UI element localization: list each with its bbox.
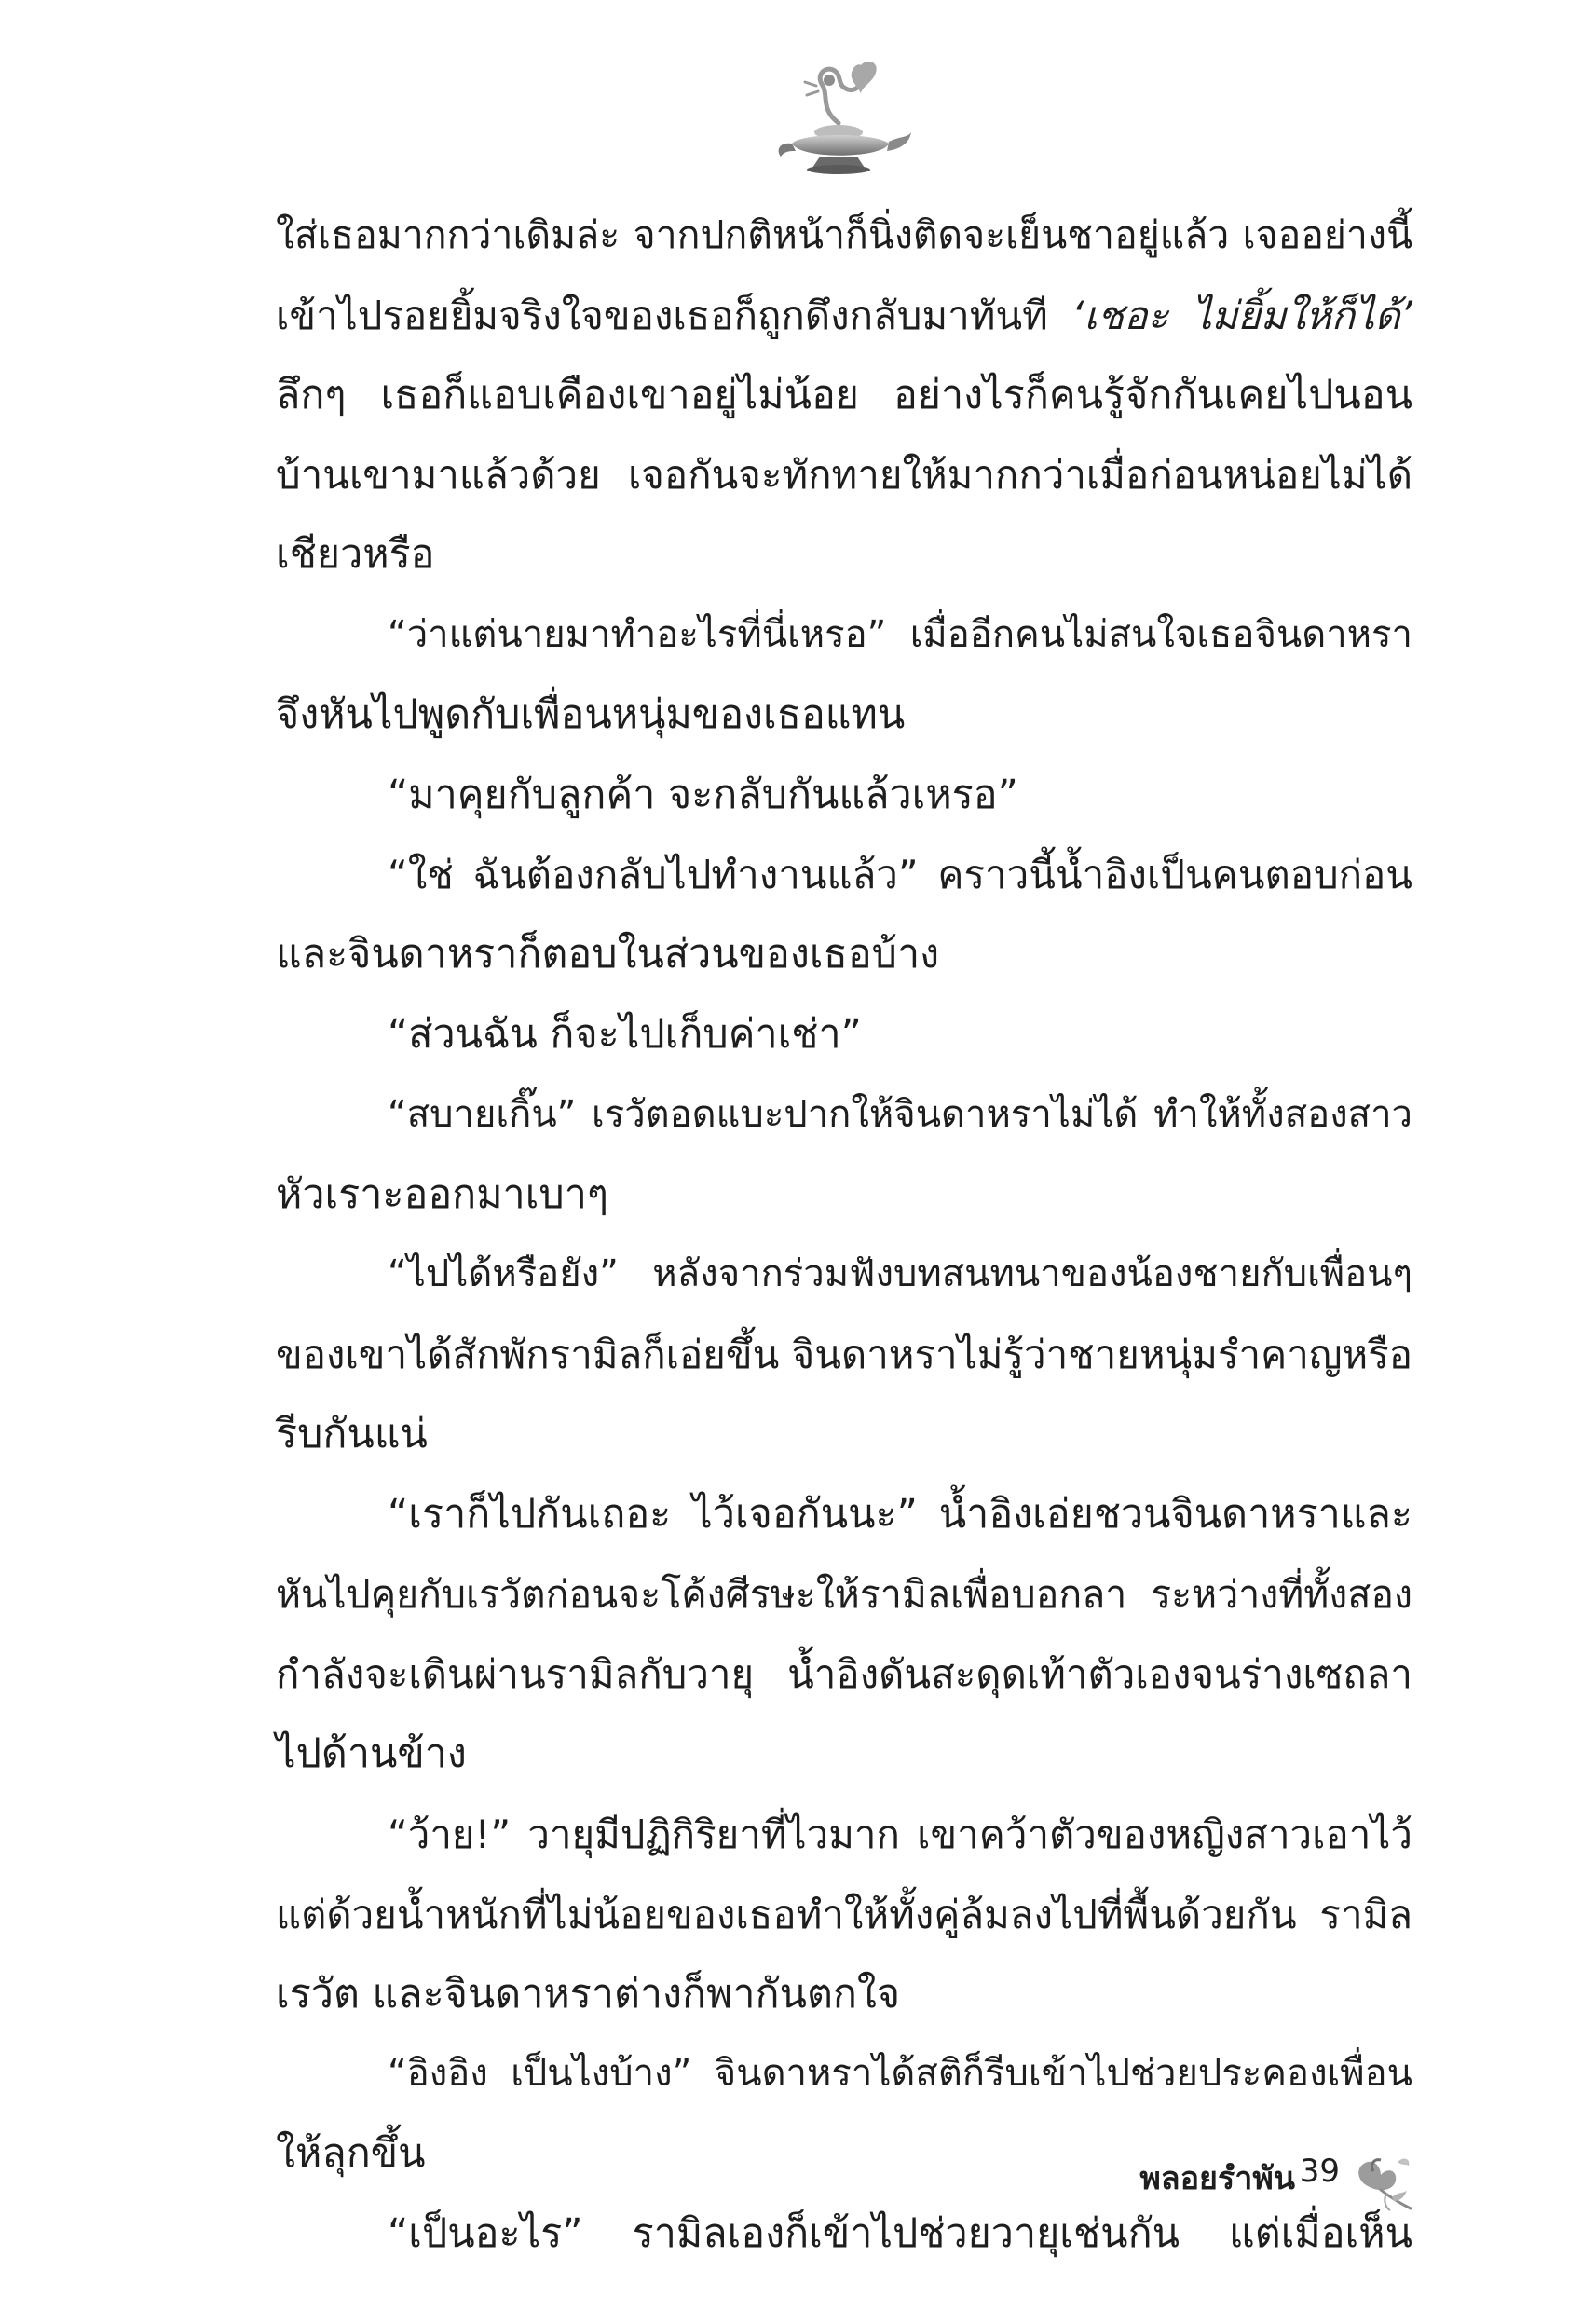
- italic-thought: ‘เชอะ ไม่ยิ้มให้ก็ได้’: [1071, 292, 1412, 338]
- text-line: “มาคุยกับลูกค้า จะกลับกันแล้วเหรอ”: [388, 771, 1018, 818]
- text-line: “ใช่ ฉันต้องกลับไปทำงานแล้ว” คราวนี้น้ำอิงเป็นคนตอบก่อน: [388, 852, 1412, 898]
- text-line: เข้าไปรอยยิ้มจริงใจของเธอก็ถูกดึงกลับมาทันที ‘เชอะ ไม่ยิ้มให้ก็ได้’: [276, 292, 1412, 338]
- text-line: บ้านเขามาแล้วด้วย เจอกันจะทักทายให้มากกว่าเมื่อก่อนหน่อยไม่ได้: [276, 452, 1412, 499]
- text-line: รีบกันแน่: [276, 1410, 428, 1457]
- text-line: ใส่เธอมากกว่าเดิมล่ะ จากปกติหน้าก็นิ่งติดจะเย็นชาอยู่แล้ว เจออย่างนี้: [276, 212, 1412, 257]
- text-line: “อิงอิง เป็นไงบ้าง” จินดาหราได้สติก็รีบเข้าไปช่วยประคองเพื่อน: [388, 2052, 1412, 2096]
- page-footer: [988, 2143, 1416, 2218]
- text-line: “เราก็ไปกันเถอะ ไว้เจอกันนะ” น้ำอิงเอ่ยชวนจินดาหราและ: [388, 1490, 1412, 1538]
- genie-lamp-ornament-icon: [764, 58, 913, 179]
- text-line: จึงหันไปพูดกับเพื่อนหนุ่มของเธอแทน: [276, 691, 906, 738]
- text-line: ไปด้านข้าง: [276, 1730, 467, 1778]
- text-line: เชียวหรือ: [276, 531, 435, 579]
- text-line: “สบายเกิ๊น” เรวัตอดแบะปากให้จินดาหราไม่ได้ ทำให้ทั้งสองสาว: [388, 1092, 1412, 1136]
- text-line: “ไปได้หรือยัง” หลังจากร่วมฟังบทสนทนาของน้องชายกับเพื่อนๆ: [388, 1252, 1412, 1296]
- text-line: แต่ด้วยน้ำหนักที่ไม่น้อยของเธอทำให้ทั้งคู่ล้มลงไปที่พื้นด้วยกัน รามิล: [276, 1891, 1412, 1937]
- text-line: หัวเราะออกมาเบาๆ: [276, 1170, 608, 1218]
- text-line: กำลังจะเดินผ่านรามิลกับวายุ น้ำอิงดันสะดุดเท้าตัวเองจนร่างเซถลา: [276, 1651, 1412, 1698]
- document-body: [276, 196, 1412, 2275]
- text-line: หันไปคุยกับเรวัตก่อนจะโค้งศีรษะให้รามิลเพื่อบอกลา ระหว่างที่ทั้งสอง: [276, 1571, 1412, 1617]
- text-line: ลึกๆ เธอก็แอบเคืองเขาอยู่ไม่น้อย อย่างไรก็คนรู้จักกันเคยไปนอน: [276, 371, 1412, 418]
- book-title: พลอยรำพัน: [1139, 2160, 1295, 2197]
- text-line: ของเขาได้สักพักรามิลก็เอ่ยขึ้น จินดาหราไม่รู้ว่าชายหนุ่มรำคาญหรือ: [276, 1332, 1413, 1378]
- text-line: “ส่วนฉัน ก็จะไปเก็บค่าเช่า”: [388, 1010, 862, 1058]
- text-line: “เป็นอะไร” รามิลเองก็เข้าไปช่วยวายุเช่นกัน แต่เมื่อเห็น: [388, 2209, 1412, 2257]
- text-line: และจินดาหราก็ตอบในส่วนของเธอบ้าง: [276, 931, 940, 978]
- flower-ornament-icon: [1349, 2143, 1416, 2214]
- text-line: “ว่าแต่นายมาทำอะไรที่นี่เหรอ” เมื่ออีกคนไม่สนใจเธอจินดาหรา: [388, 612, 1412, 656]
- text-line: ให้ลุกขึ้น: [276, 2130, 426, 2178]
- page-number: 39: [1299, 2153, 1340, 2190]
- text-line: “ว้าย!” วายุมีปฏิกิริยาที่ไวมาก เขาคว้าตัวของหญิงสาวเอาไว้: [388, 1811, 1412, 1857]
- text-line: เรวัต และจินดาหราต่างก็พากันตกใจ: [276, 1970, 901, 2017]
